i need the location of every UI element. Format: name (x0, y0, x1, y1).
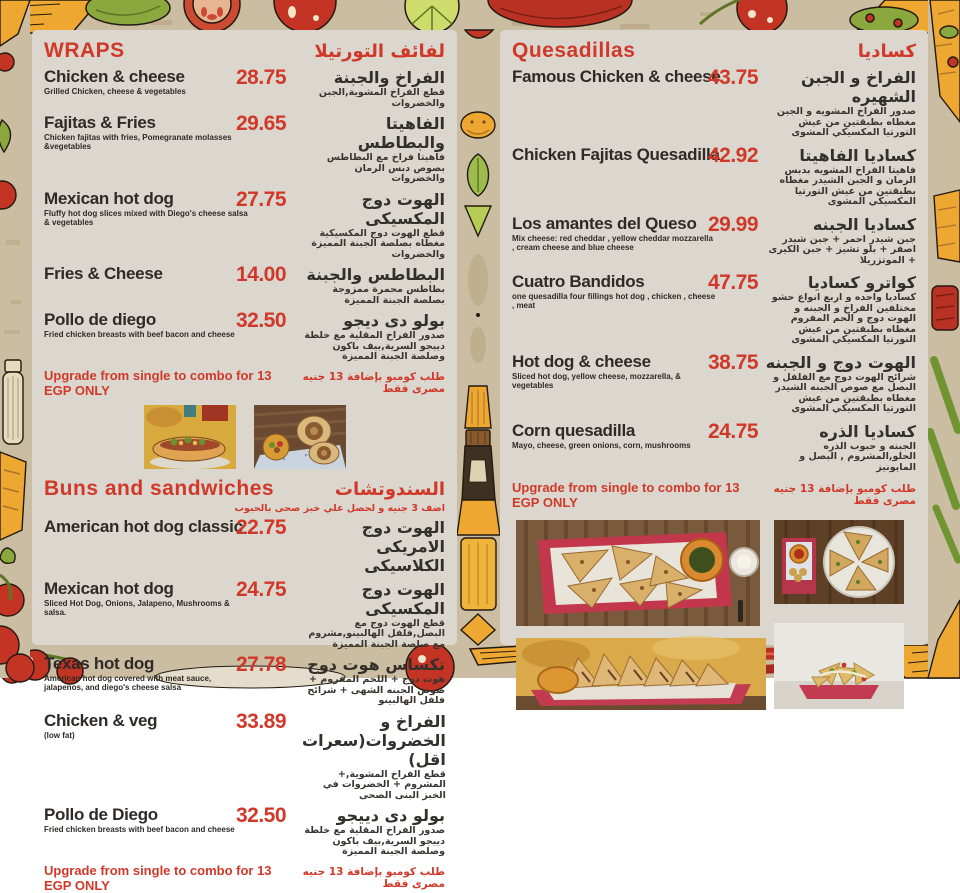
menu-item-english (44, 805, 235, 858)
menu-item-price: 14.00 (235, 263, 287, 286)
menu-item-english (512, 144, 720, 208)
menu-item-arabic (764, 68, 916, 139)
menu-item-description: Fluffy hot dog slices mixed with Diego's cheese salsa & vegetables (44, 208, 248, 227)
menu-item-description-arabic: شرائح الهوت دوج مع الفلفل و البصل مع صوص الجبنه الشيدر مغطاه بطبقتين من عيش التورتيا المكسيكي المشوى (773, 371, 916, 414)
nachos-on-red-plate-photo (774, 623, 904, 709)
menu-item-name: Corn quesadilla (512, 420, 636, 440)
quesadillas-section (512, 39, 916, 510)
menu-item-description-arabic: صدور الفراخ المشويه و الجبن مغطاه بطبقتين من عيش التورتيا المكسيكي المشوى (776, 106, 916, 138)
healthy-bread-subnote: اضف 3 جنيه و لحصل علي خبز صحى بالحبوب (234, 502, 445, 514)
menu-item-name: Mexican hot dog (44, 188, 174, 208)
menu-item-price: 33.89 (235, 709, 287, 733)
menu-item-arabic (302, 265, 445, 306)
menu-item-name: American hot dog classic (44, 516, 243, 536)
wraps-panel (32, 30, 457, 893)
menu-item-description: Chicken fajitas with fries, Pomegranate molasses &vegetables (44, 133, 232, 151)
wraps-item-list (44, 68, 445, 363)
menu-item-name-arabic: الهوت دوج الامريكى الكلاسيكى (361, 517, 445, 575)
menu-item-name: Fajitas & Fries (44, 113, 156, 132)
menu-item-english (44, 265, 220, 306)
menu-item-name-arabic: الهوت دوج و الجبنه (765, 352, 916, 372)
buns-section-header (44, 477, 445, 501)
tomato-border-top (0, 0, 960, 33)
menu-item-name: Fries & Cheese (44, 264, 163, 283)
menu-item-english (44, 712, 220, 802)
menu-item-english (512, 213, 713, 267)
section-title-wraps-arabic: لفائف التورتيلا (314, 41, 445, 62)
menu-item-row (44, 515, 445, 575)
menu-item-description: one quesadilla four fillings hot dog , chicken , cheese , meat (512, 292, 716, 310)
buns-item-list (44, 515, 446, 858)
menu-item-name-arabic: كواترو كساديا (807, 273, 916, 292)
menu-item-description-arabic: قطع الهوت دوج مع البصل,فلفل الهالبينو,مشروم مع صلصة الجبنة المميزة (308, 617, 445, 650)
menu-item-arabic (764, 422, 916, 474)
wraps-section (44, 39, 445, 398)
menu-item-name-arabic: البطاطس والجبنة (306, 265, 445, 284)
menu-item-description: Sliced Hot Dog, Onions, Jalapeno, Mushrooms & salsa. (44, 598, 230, 617)
quesadillas-section-header (512, 39, 916, 63)
menu-item-english (44, 113, 232, 185)
menu-item-name: Texas hot dog (44, 654, 155, 673)
combo-note-en: Upgrade from single to combo for 13 EGP ONLY (512, 480, 740, 510)
menu-item-name: Pollo de Diego (44, 805, 158, 824)
menu-item-row (512, 212, 916, 267)
menu-item-price: 38.75 (707, 350, 759, 374)
menu-item-name-arabic: الهوت دوج المكسيكى (361, 579, 445, 618)
menu-item-description-arabic: صدور الفراخ المقلية مع خلطة دييجو السرية,بيف باكون وصلصة الجبنة المميزة (304, 825, 445, 857)
menu-item-price: 22.75 (235, 515, 287, 539)
menu-item-english (44, 310, 235, 363)
menu-item-arabic (302, 712, 446, 802)
menu-item-row (44, 114, 445, 185)
menu-item-arabic (302, 114, 445, 185)
menu-item-description: Fried chicken breasts with beef bacon and cheese (44, 330, 235, 339)
menu-item-name-arabic: بولو دى دييجو (336, 806, 445, 825)
chicken-wrap-with-salsa-bowl-photo (254, 405, 346, 469)
menu-item-name: Chicken & cheese (44, 67, 185, 86)
menu-item-price: 28.75 (235, 66, 287, 89)
mexican-hot-dog-sandwich-photo (144, 405, 236, 469)
menu-item-description-arabic: كساديا واحده و اربع انواع حشو مختلفين الفراخ و الجبنه و الهوت دوج و الحم المفروم مغطاه بطبقتين من عيش التورتيا المكسيكي المشوى (771, 292, 916, 345)
menu-item-description-arabic: جبن شيدر احمر + جبن شيدر اصفر + بلو تشيز + جبن الكيرى + الموتزريلا (768, 233, 916, 266)
menu-item-arabic (764, 215, 916, 267)
quesadilla-round-plate-photo (774, 520, 904, 604)
menu-item-description-arabic: بطاطس محمرة ممزوجة بصلصة الجبنة المميزة (332, 284, 445, 306)
combo-note-en: Upgrade from single to combo for 13 EGP ONLY (44, 862, 272, 893)
menu-item-arabic (302, 190, 445, 261)
menu-item-price: 24.75 (707, 419, 759, 443)
menu-item-price: 43.75 (707, 66, 759, 89)
menu-item-english (44, 68, 220, 109)
menu-item-row (44, 265, 445, 306)
menu-item-name-arabic: الفاهيتا والبطاطس (357, 114, 445, 152)
menu-item-row (44, 709, 446, 802)
combo-upgrade-note (512, 480, 916, 510)
menu-item-arabic (302, 518, 445, 575)
section-title-quesadillas-arabic: كساديا (857, 41, 916, 62)
menu-item-price: 32.50 (235, 804, 287, 827)
menu-item-row (44, 311, 445, 363)
menu-item-name-arabic: الهوت دوج المكسيكى (361, 189, 445, 228)
menu-item-arabic (764, 146, 916, 208)
menu-item-english (512, 353, 702, 415)
menu-item-description-arabic: فاهيتا الفراخ المشويه بدبس الرمان و الجبن الشيدر مغطاه بطبقتين من عيش التورتيا المكسيكي المشوى (779, 164, 916, 207)
menu-item-row (44, 577, 445, 651)
menu-item-description-arabic: قطع الفراخ المشوية,الجبن والخضروات (318, 87, 445, 109)
menu-item-name-arabic: كساديا الفاهيتا (799, 145, 916, 165)
section-title-buns-arabic: السندوتشات (334, 478, 445, 500)
menu-item-row (44, 68, 445, 109)
buns-section (44, 477, 445, 893)
food-border-right (928, 0, 960, 678)
quesadilla-platter-top-view-photo (516, 520, 760, 626)
menu-item-arabic (302, 68, 445, 109)
menu-item-row (512, 273, 916, 346)
menu-item-description: American hot dog covered with meat sauce, jalapenos, and diego's cheese salsa (44, 674, 212, 692)
menu-item-name: Chicken & veg (44, 710, 158, 730)
menu-item-name-arabic: كساديا الذره (819, 421, 916, 441)
menu-item-description: Fried chicken breasts with beef bacon and cheese (44, 825, 235, 834)
menu-item-arabic (302, 655, 445, 707)
menu-item-row (44, 187, 445, 261)
menu-item-price: 29.99 (707, 212, 759, 236)
menu-item-description: Sliced hot dog, yellow cheese, mozzarella, & vegetables (512, 371, 681, 390)
food-border-left (0, 0, 30, 678)
menu-item-description-arabic: قطع الفراخ المشوية,+ المشروم + الخضروات في الخبز البنى الصحى (322, 768, 446, 801)
menu-item-name: Famous Chicken & cheese (512, 67, 721, 86)
menu-item-description: Mayo, cheese, green onions, corn, mushrooms (512, 440, 691, 450)
combo-note-ar: طلب كومبو بإضافة 13 جنيه مصرى فقط (302, 865, 445, 890)
menu-item-english (44, 578, 230, 651)
menu-item-description-arabic: الجبنه و حبوب الذره الحلو,المشروم , البصل و المايونيز (799, 440, 916, 473)
left-photos-row (44, 405, 445, 469)
menu-item-row (44, 655, 445, 707)
menu-item-name: Cuatro Bandidos (512, 272, 645, 291)
menu-item-description-arabic: صدور الفراخ المقلية مع خلطة دييجو السرية,بيف باكون وصلصة الجبنة المميزة (304, 330, 445, 362)
menu-item-description: Mix cheese: red cheddar , yellow cheddar mozzarella , cream cheese and blue cheese (512, 233, 713, 252)
menu-item-name-arabic: الفراخ و الخضروات(سعرات اقل) (302, 711, 446, 769)
menu-item-row (44, 806, 445, 858)
menu-item-name: Los amantes del Queso (512, 213, 697, 233)
menu-item-description-arabic: هوت دوج + اللحم المفروم + صوص الجبنه الشهى + شرائح فلفل الهالبينو (307, 674, 445, 706)
menu-item-name-arabic: الفراخ والجبنة (333, 68, 445, 87)
quesadillas-panel (500, 30, 928, 645)
combo-note-en: Upgrade from single to combo for 13 EGP ONLY (44, 367, 272, 398)
menu-item-price: 47.75 (707, 271, 759, 294)
combo-upgrade-note (44, 863, 445, 893)
menu-item-english (512, 422, 702, 474)
menu-item-name-arabic: تكساس هوت دوج (307, 655, 445, 674)
menu-item-price: 32.50 (235, 309, 287, 332)
menu-item-description: (low fat) (44, 730, 75, 740)
menu-item-name: Hot dog & cheese (512, 351, 651, 371)
section-title-buns: Buns and sandwiches (44, 476, 275, 500)
quesadillas-item-list (512, 68, 916, 473)
menu-item-arabic (302, 580, 445, 651)
menu-item-row (512, 143, 916, 208)
vegetable-border-center (457, 30, 500, 645)
menu-item-name: Chicken Fajitas Quesadilla (512, 144, 720, 164)
menu-item-price: 29.65 (235, 112, 287, 135)
menu-item-row (512, 419, 916, 474)
menu-item-arabic (764, 353, 916, 415)
menu-item-description-arabic: قطع الهوت دوج المكسيكية مغطاه بصلصة الجبنة المميزة والخضروات (311, 227, 445, 260)
quesadilla-photo-collage (512, 520, 916, 637)
menu-item-price: 24.75 (235, 577, 287, 601)
menu-item-english (44, 516, 243, 575)
menu-item-name-arabic: كساديا الجبنه (812, 214, 916, 234)
menu-item-english (44, 188, 248, 261)
menu-item-english (512, 272, 716, 346)
menu-item-name: Mexican hot dog (44, 578, 174, 598)
menu-item-description: Grilled Chicken, cheese & vegetables (44, 87, 186, 96)
menu-item-english (512, 67, 721, 139)
section-title-wraps: WRAPS (44, 39, 125, 62)
combo-note-ar: طلب كومبو بإضافة 13 جنيه مصرى فقط (302, 370, 445, 395)
combo-upgrade-note (44, 368, 445, 398)
menu-item-price: 27.75 (235, 187, 287, 211)
menu-item-arabic (302, 311, 445, 363)
menu-item-row (512, 68, 916, 139)
menu-item-name-arabic: الفراخ و الجبن الشهيره (800, 68, 916, 106)
menu-item-row (512, 350, 916, 415)
menu-item-name-arabic: بولو دى ديجو (343, 311, 445, 330)
menu-item-arabic (764, 273, 916, 346)
wraps-section-header (44, 39, 445, 63)
menu-item-english (44, 655, 220, 707)
menu-item-price: 42.92 (707, 143, 759, 167)
menu-item-arabic (302, 806, 445, 858)
menu-item-price: 27.78 (235, 653, 287, 676)
combo-note-ar: طلب كومبو بإضافة 13 جنيه مصرى فقط (773, 483, 916, 507)
menu-item-description-arabic: فاهيتا فراخ مع البطاطس بصوص دبس الرمان والخضروات (326, 152, 445, 184)
section-title-quesadillas: Quesadillas (512, 39, 636, 62)
quesadilla-row-side-view-photo (516, 638, 766, 710)
menu-item-name: Pollo de diego (44, 310, 156, 329)
